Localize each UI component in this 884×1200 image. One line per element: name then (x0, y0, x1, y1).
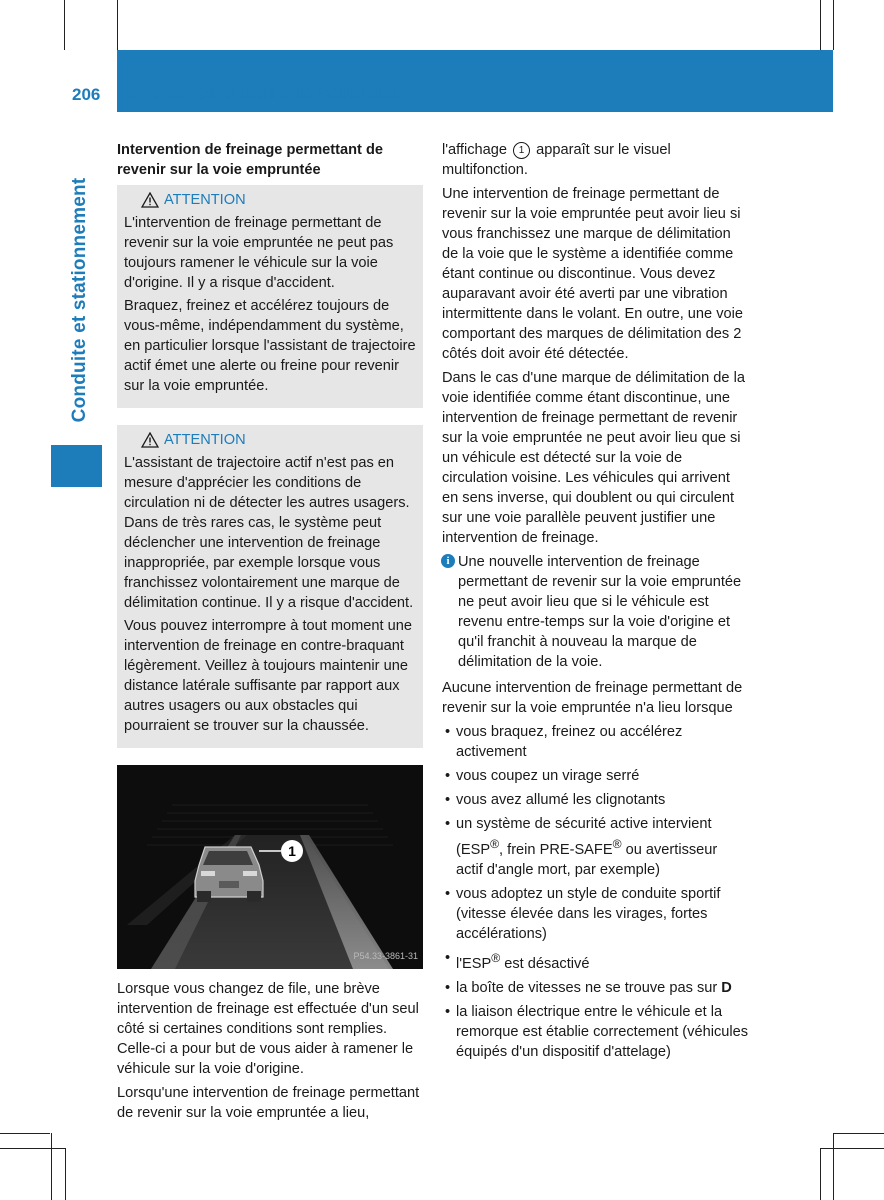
crop-mark (820, 0, 821, 50)
crop-mark (833, 0, 834, 50)
crop-mark (64, 0, 65, 50)
info-icon: i (441, 554, 455, 568)
paragraph (442, 140, 748, 180)
warning-header (124, 429, 416, 451)
warning-text: L'intervention de freinage permettant de revenir sur la voie empruntée ne peut pas toujours ramener le véhicule sur la voie d'origine. Il y a risque d'accident. (124, 215, 394, 291)
condition-list (442, 722, 748, 1062)
warning-title: ATTENTION (164, 432, 246, 448)
chapter-title: Systèmes d'aide à la conduite (128, 83, 398, 104)
paragraph: Aucune intervention de freinage permettant de revenir sur la voie empruntée n'a lieu lorsque (442, 680, 743, 716)
section-heading: Intervention de freinage permettant de revenir sur la voie empruntée (117, 142, 383, 178)
gear-position: D (721, 979, 732, 996)
warning-box (117, 425, 423, 748)
text-run: l'ESP (456, 955, 492, 972)
warning-title: ATTENTION (164, 192, 246, 208)
warning-triangle-icon (141, 432, 159, 448)
crop-mark (820, 1148, 884, 1149)
right-column (442, 140, 748, 1066)
warning-header (124, 189, 416, 211)
crop-mark (820, 1148, 821, 1200)
list-item: • vous adoptez un style de conduite sportif (vitesse élevée dans les virages, fortes accélérations) (442, 884, 748, 944)
crop-mark (65, 1148, 66, 1200)
info-note (442, 552, 748, 672)
crop-mark (833, 1133, 834, 1200)
registered-mark: ® (490, 837, 500, 851)
text-run: , frein PRE-SAFE (499, 841, 613, 858)
list-item: • vous braquez, freinez ou accélérez activement (442, 722, 748, 762)
crop-mark (0, 1133, 50, 1134)
text-run: la boîte de vitesses ne se trouve pas sur (456, 979, 722, 996)
side-tab (60, 160, 100, 440)
figure-code: P54.33-3861-31 (353, 951, 418, 961)
paragraph: Une intervention de freinage permettant de revenir sur la voie empruntée peut avoir lieu si vous franchissez une marque de délimitation de la voie que le système a identifiée comme étant continue ou discontinue. Vous devez auparavant avoir été averti par une vibration intermittente dans le volant. En outre, une voie comportant des marques de délimitation des 2 côtés doit avoir été détectée. (442, 186, 743, 362)
list-item: • vous avez allumé les clignotants (442, 790, 748, 810)
text-run: un système de sécurité active intervient (ESP (456, 816, 712, 858)
crop-mark (833, 1133, 884, 1134)
text-run: ou avertisseur actif d'angle mort, par exemple) (456, 841, 718, 878)
display-marker-1-icon: 1 (513, 142, 530, 159)
warning-text: Braquez, freinez et accélérez toujours de vous-même, indépendamment du système, en particulier lorsque l'assistant de trajectoire actif émet une alerte ou freine pour revenir sur la voie empruntée. (124, 298, 416, 394)
paragraph: Lorsque vous changez de file, une brève intervention de freinage est effectuée d'un seul côté si certaines conditions sont remplies. Celle-ci a pour but de vous aider à ramener le véhicule sur la voie d'origine. (117, 981, 419, 1077)
info-text: Une nouvelle intervention de freinage permettant de revenir sur la voie empruntée ne peut avoir lieu que si le véhicule est revenu entre-temps sur la voie d'origine et qu'il franchit à nouveau la marque de délimitation de la voie. (458, 554, 742, 670)
warning-box (117, 185, 423, 408)
car-icon (195, 847, 263, 902)
text-run: apparaît sur le visuel multifonction. (442, 142, 671, 178)
multifunction-display-figure (117, 765, 423, 969)
text-run: est désactivé (500, 955, 590, 972)
list-item: • la liaison électrique entre le véhicule et la remorque est établie correctement (véhicules équipés d'un dispositif d'attelage) (442, 1002, 748, 1062)
page-number: 206 (72, 85, 101, 104)
list-item (442, 978, 748, 998)
warning-text: Vous pouvez interrompre à tout moment une intervention de freinage en contre-braquant légèrement. Veillez à toujours maintenir une distance latérale suffisante par rapport aux autres usagers ou aux obstacles qui pourraient se trouver sur la chaussée. (124, 618, 412, 734)
warning-text: L'assistant de trajectoire actif n'est pas en mesure d'apprécier les conditions de circulation ni de détecter les autres usagers. Dans de très rares cas, le système peut déclencher une intervention de freinage inappropriée, par exemple lorsque vous franchissez volontairement une marque de délimitation continue. Il y a risque d'accident. (124, 455, 414, 611)
crop-mark (0, 1148, 65, 1149)
side-tab-label: Conduite et stationnement (69, 177, 90, 423)
warning-triangle-icon (141, 192, 159, 208)
paragraph: Dans le cas d'une marque de délimitation de la voie identifiée comme étant discontinue, une intervention de freinage permettant de revenir sur la voie empruntée ne peut avoir lieu que si un véhicule est détecté sur la voie de circulation voisine. Les véhicules qui arrivent en sens inverse, qui doublent ou qui circulent sur une voie parallèle peuvent justifier une intervention de freinage. (442, 370, 745, 546)
text-run: l'affichage (442, 142, 507, 158)
crop-mark (51, 1133, 52, 1200)
list-item (442, 814, 748, 880)
lane-departure-illustration (117, 765, 423, 969)
side-tab-marker (51, 445, 102, 487)
list-item: • vous coupez un virage serré (442, 766, 748, 786)
callout-number: 1 (288, 843, 296, 859)
registered-mark: ® (612, 837, 622, 851)
left-column (117, 140, 423, 1127)
paragraph: Lorsqu'une intervention de freinage permettant de revenir sur la voie empruntée a lieu, (117, 1085, 420, 1121)
crop-mark (117, 0, 118, 50)
list-item (442, 948, 748, 974)
registered-mark: ® (491, 950, 501, 965)
